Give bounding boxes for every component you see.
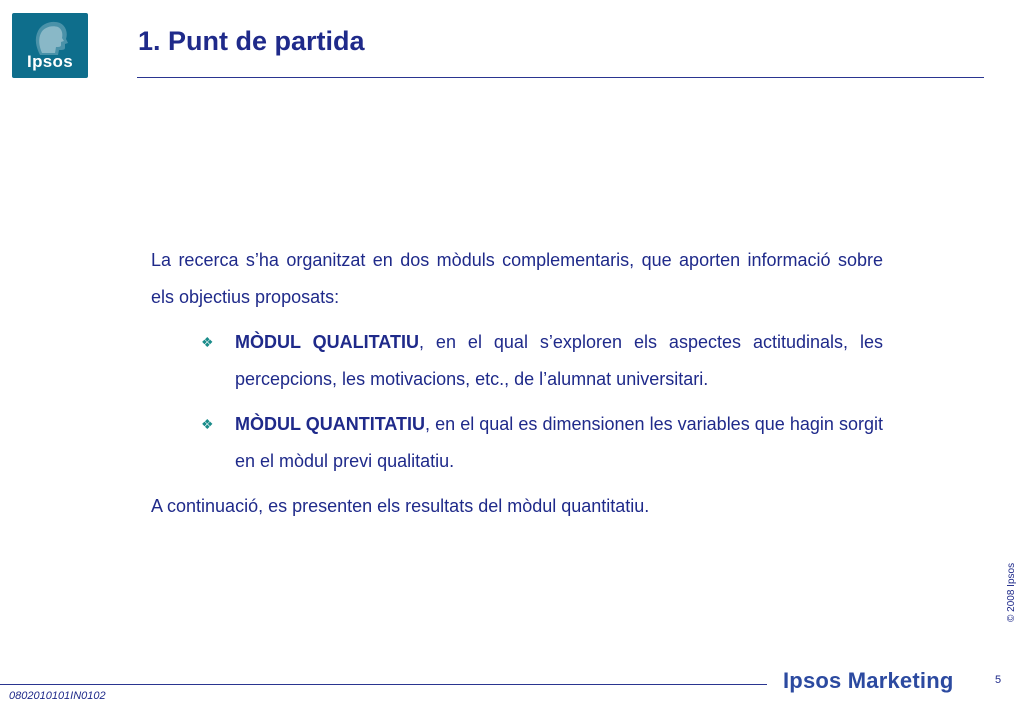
bullet-label: MÒDUL QUANTITATIU xyxy=(235,414,426,434)
bullet-label: MÒDUL QUALITATIU xyxy=(235,332,419,352)
bullet-item xyxy=(151,324,883,398)
bullet-item xyxy=(151,406,883,480)
copyright-notice: © 2008 Ipsos xyxy=(1006,562,1017,622)
slide-title: 1. Punt de partida xyxy=(138,26,365,56)
bullet-text: , en el qual es dimensionen les variables que hagin sorgit en el mòdul previ qualitatiu. xyxy=(235,414,883,471)
document-code: 0802010101IN0102 xyxy=(9,690,106,702)
brand-wordmark: Ipsos Marketing xyxy=(783,668,954,693)
logo-head-icon xyxy=(22,17,78,57)
footer-divider xyxy=(0,684,767,685)
title-divider xyxy=(137,77,984,78)
closing-paragraph: A continuació, es presenten els resultats del mòdul quantitatiu. xyxy=(151,496,650,516)
logo-text: Ipsos xyxy=(27,52,73,71)
bullet-text: , en el qual s’exploren els aspectes actitudinals, les percepcions, les motivacions, etc., de l’alumnat universitari. xyxy=(235,332,883,389)
intro-paragraph: La recerca s’ha organitzat en dos mòduls complementaris, que aporten informació sobre els objectius proposats: xyxy=(151,250,883,307)
page-number: 5 xyxy=(995,674,1002,686)
diamond-bullet-icon: ❖ xyxy=(201,334,214,350)
ipsos-logo xyxy=(12,13,88,78)
slide-body xyxy=(151,242,883,525)
diamond-bullet-icon: ❖ xyxy=(201,416,214,432)
